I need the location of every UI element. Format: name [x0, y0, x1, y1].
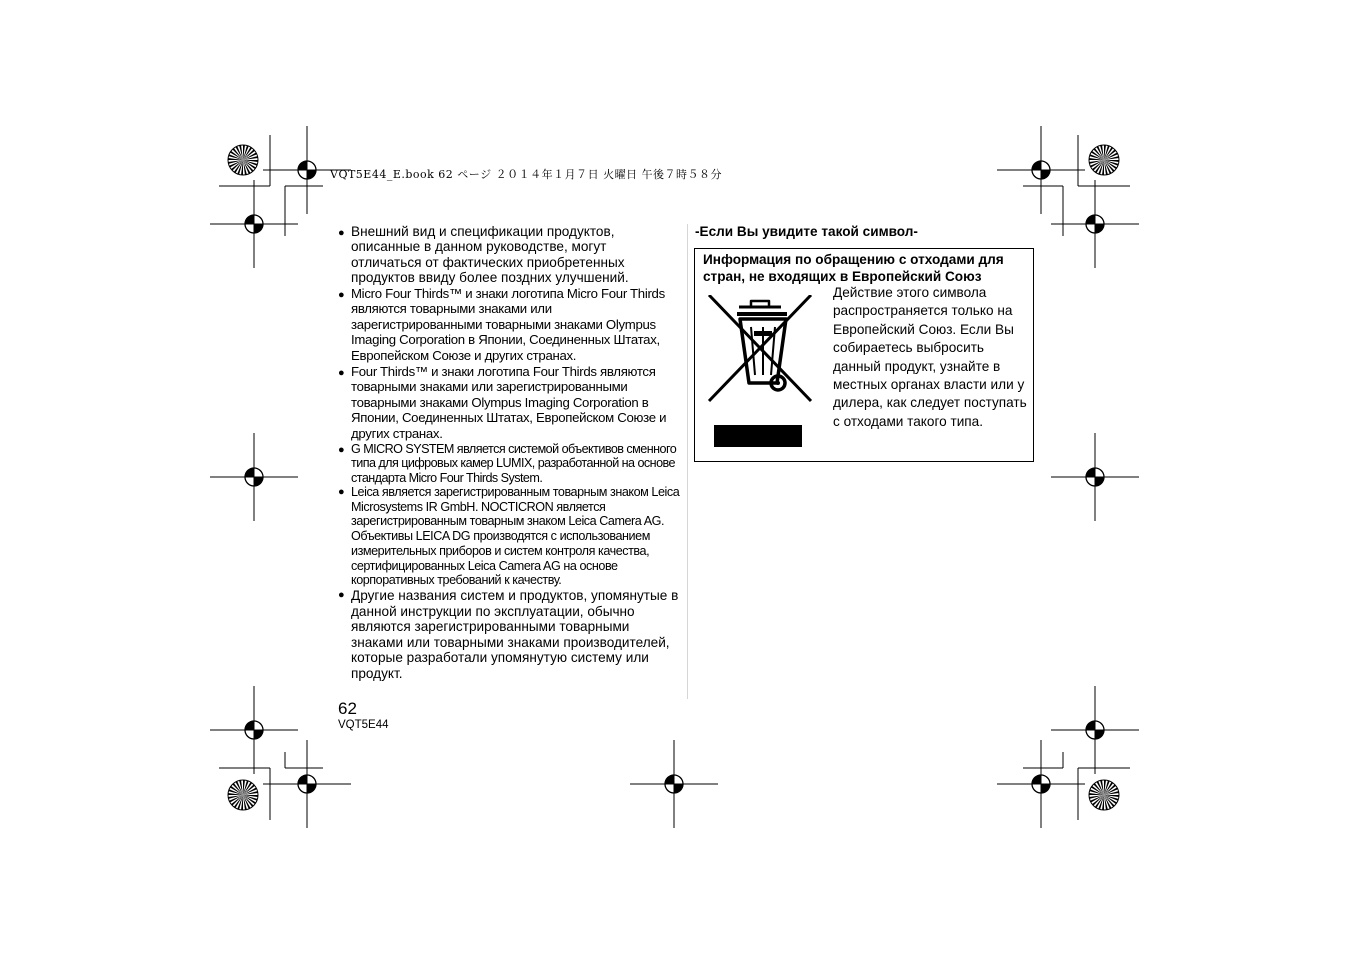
bullet-item — [338, 588, 680, 682]
book-header-line: VQT5E44_E.book 62 ページ ２０１４年１月７日 火曜日 午後７時５８分 — [330, 168, 723, 181]
registration-crosshair-icon — [1051, 180, 1139, 268]
registration-crosshair-icon — [630, 740, 718, 828]
bullet-text: Другие названия систем и продуктов, упомянутые в данной инструкции по эксплуатации, обычно являются зарегистрированными товарными знаками или товарными знаками производителей, которые разработали упомянутую систему или продукт. — [351, 587, 679, 681]
registration-starburst-icon — [1089, 145, 1119, 175]
bullet-text: Four Thirds™ и знаки логотипа Four Thirds являются товарными знаками или зарегистрированными товарными знаками Olympus Imaging Corporation в Японии, Соединенных Штатах, Европейском Союзе и других странах. — [351, 363, 667, 441]
registration-crosshair-icon — [1051, 433, 1139, 521]
bullet-item — [338, 286, 680, 364]
bullet-icon: ● — [338, 366, 345, 379]
model-code: VQT5E44 — [338, 719, 389, 731]
registration-starburst-icon — [1089, 780, 1119, 810]
bullet-text: G MICRO SYSTEM является системой объективов сменного типа для цифровых камер LUMIX, разработанной на основе стандарта Micro Four Thirds System. — [351, 441, 677, 485]
bullet-icon: ● — [338, 486, 345, 499]
registration-crosshair-icon — [263, 740, 351, 828]
bullet-text: Leica является зарегистрированным товарным знаком Leica Microsystems IR GmbH. NOCTICRON является зарегистрированным товарным знаком Leica Camera AG. Объективы LEICA DG производятся с использованием измерительных приборов и систем контроля качества, сертифицированных Leica Camera AG на основе корпоративных требований к качеству. — [351, 485, 680, 588]
page-number: 62 — [338, 699, 357, 718]
bullet-icon: ● — [338, 227, 345, 239]
box-title: Информация по обращению с отходами для стран, не входящих в Европейский Союз — [703, 252, 1004, 284]
column-divider — [687, 224, 688, 699]
registration-crosshair-icon — [997, 126, 1085, 214]
trademark-notes-column — [338, 224, 680, 682]
registration-crosshair-icon — [997, 740, 1085, 828]
crossed-out-wheelie-bin-icon — [707, 295, 813, 451]
bullet-item — [338, 485, 680, 588]
registration-starburst-icon — [228, 145, 258, 175]
bullet-item — [338, 224, 680, 286]
section-title: -Если Вы увидите такой символ- — [695, 224, 918, 239]
disposal-info-box — [694, 248, 1034, 462]
registration-starburst-icon — [228, 780, 258, 810]
bullet-icon: ● — [338, 588, 345, 601]
bullet-text: Внешний вид и спецификации продуктов, описанные в данном руководстве, могут отличаться от фактических приобретенных продуктов ввиду более поздних улучшений. — [351, 224, 629, 286]
registration-crosshair-icon — [210, 433, 298, 521]
bullet-text: Micro Four Thirds™ и знаки логотипа Micro Four Thirds являются товарными знаками или зарегистрированными товарными знаками Olympus Imaging Corporation в Японии, Соединенных Штатах, Европейском Союзе и других странах. — [351, 285, 665, 363]
bullet-item — [338, 364, 680, 442]
bullet-icon: ● — [338, 288, 345, 301]
bullet-icon: ● — [338, 443, 345, 456]
box-text: Действие этого символа распространяется только на Европейский Союз. Если Вы собираетесь выбросить данный продукт, узнайте в местных органах власти или у дилера, как следует поступать с отходами такого типа. — [833, 285, 1027, 429]
registration-crosshair-icon — [1051, 686, 1139, 774]
bullet-item — [338, 442, 680, 486]
